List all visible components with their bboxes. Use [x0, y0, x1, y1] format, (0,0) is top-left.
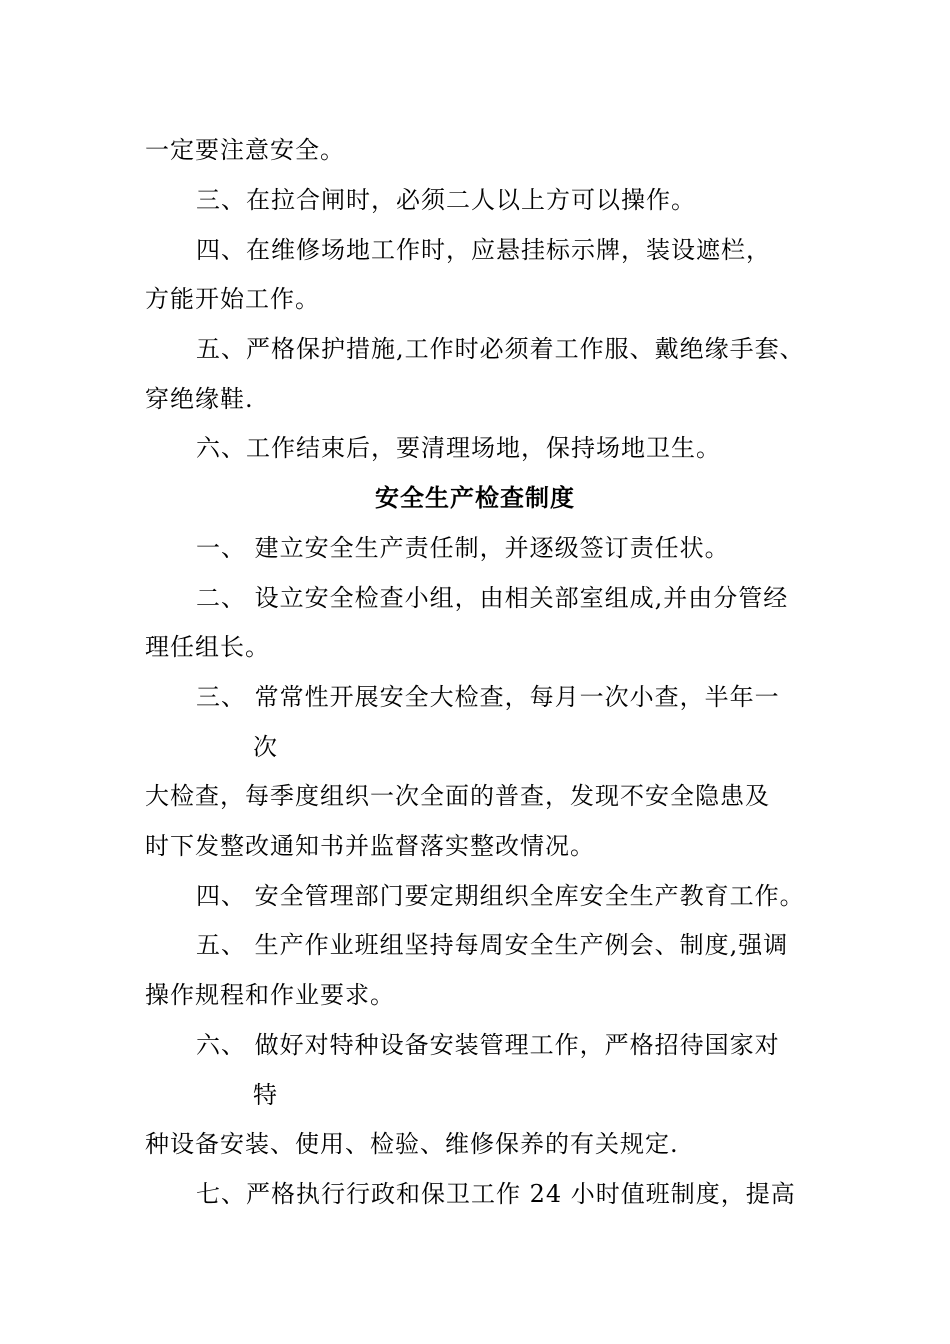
section-title: 安全生产检查制度	[375, 483, 575, 512]
text-line: 七、严格执行行政和保卫工作 24 小时值班制度，提高	[196, 1180, 796, 1208]
text-line: 种设备安装、使用、检验、维修保养的有关规定.	[145, 1130, 679, 1158]
text-line: 穿绝缘鞋.	[145, 385, 254, 413]
text-line: 理任组长。	[145, 633, 270, 661]
text-line: 六、工作结束后，要清理场地，保持场地卫生。	[196, 434, 721, 462]
text-line: 一、 建立安全生产责任制，并逐级签订责任状。	[196, 534, 730, 562]
text-line: 特	[253, 1081, 278, 1109]
text-line: 次	[253, 733, 278, 761]
text-line: 一定要注意安全。	[145, 136, 345, 164]
text-line: 五、严格保护措施,工作时必须着工作服、戴绝缘手套、	[196, 335, 805, 363]
text-line: 五、 生产作业班组坚持每周安全生产例会、制度,强调	[196, 931, 789, 959]
text-line: 六、 做好对特种设备安装管理工作，严格招待国家对	[196, 1031, 780, 1059]
text-line: 三、在拉合闸时，必须二人以上方可以操作。	[196, 186, 696, 214]
text-line: 四、在维修场地工作时，应悬挂标示牌，装设遮栏，	[196, 236, 771, 264]
text-line: 三、 常常性开展安全大检查，每月一次小查，半年一	[196, 683, 780, 711]
text-line: 方能开始工作。	[145, 285, 320, 313]
text-line: 四、 安全管理部门要定期组织全库安全生产教育工作。	[196, 882, 805, 910]
text-line: 二、 设立安全检查小组，由相关部室组成,并由分管经	[196, 584, 789, 612]
text-line: 大检查，每季度组织一次全面的普查，发现不安全隐患及	[145, 782, 770, 810]
text-line: 时下发整改通知书并监督落实整改情况。	[145, 832, 595, 860]
text-line: 操作规程和作业要求。	[145, 981, 395, 1009]
